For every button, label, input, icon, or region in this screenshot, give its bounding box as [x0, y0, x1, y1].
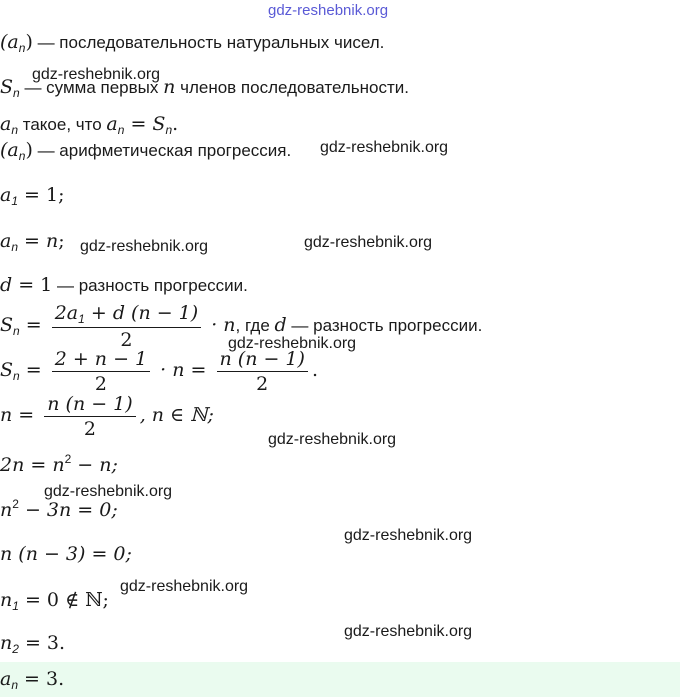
fraction-denominator: 2: [120, 329, 133, 351]
math-sub: 1: [11, 194, 19, 208]
text: такое, что: [18, 115, 107, 134]
math-close: ): [25, 31, 33, 53]
line-a1: [0, 184, 65, 208]
math-a: a: [106, 113, 118, 135]
math-lhs: 2n = n: [0, 454, 65, 476]
math-sub: 2: [12, 642, 19, 656]
watermark-text: gdz-reshebnik.org: [304, 234, 433, 251]
text: членов последовательности.: [175, 78, 409, 97]
line-2n: [0, 452, 118, 476]
watermark-text: gdz-reshebnik.org: [268, 2, 389, 19]
math-num: 2a: [54, 302, 79, 324]
line-condition: [0, 113, 178, 137]
watermark-text: gdz-reshebnik.org: [120, 578, 249, 595]
math-rest: − 3n = 0;: [18, 499, 118, 521]
line-sum-substituted: [0, 348, 318, 395]
math-eq: =: [124, 113, 153, 135]
math-expr: n (n − 3) = 0;: [0, 543, 132, 565]
math-mul: · n: [205, 313, 236, 336]
watermark-text: gdz-reshebnik.org: [268, 431, 397, 448]
fraction-numerator: 2 + n − 1: [52, 348, 150, 372]
answer-highlight: [0, 662, 680, 697]
math-eq: =: [19, 313, 48, 336]
math-sub: n: [11, 678, 19, 692]
math-rest: = 1: [12, 274, 53, 296]
math-sub: n: [11, 240, 19, 254]
math-close: ): [25, 139, 33, 161]
watermark-text: gdz-reshebnik.org: [320, 139, 449, 156]
line-root-1: [0, 589, 109, 613]
math-sub: 1: [78, 312, 85, 326]
math-a: a: [0, 184, 12, 206]
math-sub: n: [18, 149, 26, 163]
math-sub: n: [13, 368, 20, 383]
watermark-text: gdz-reshebnik.org: [80, 238, 209, 255]
fraction-denominator: 2: [94, 373, 107, 395]
line-sequence-definition: [0, 31, 384, 55]
math-sub: n: [11, 123, 19, 137]
math-a: a: [0, 668, 12, 690]
text: , где: [235, 315, 275, 335]
math-rest: = 3.: [18, 632, 66, 654]
watermark-text: gdz-reshebnik.org: [344, 527, 473, 544]
math-n: n: [0, 589, 13, 611]
math-sub: n: [13, 86, 20, 100]
math-sub: n: [18, 41, 26, 55]
text: — последовательность натуральных чисел.: [32, 33, 385, 52]
math-eq: =: [18, 230, 47, 252]
line-difference: [0, 274, 248, 296]
math-d: d: [0, 274, 13, 296]
math-eq: =: [19, 358, 48, 381]
math-d: d: [274, 313, 287, 336]
fraction-numerator: n (n − 1): [44, 393, 135, 417]
math-sub: n: [165, 123, 173, 137]
line-an: [0, 230, 65, 254]
math-end: ;: [58, 230, 65, 252]
text: — арифметическая прогрессия.: [32, 141, 292, 160]
fraction-numerator: n (n − 1): [217, 348, 308, 372]
math-rest: = 3.: [18, 668, 65, 690]
math-end: .: [311, 358, 318, 381]
math-sub: 1: [12, 599, 19, 613]
math-n: n: [0, 632, 13, 654]
math-s: S: [0, 358, 14, 381]
math-end: .: [172, 113, 179, 135]
math-n: n: [0, 499, 13, 521]
math-s: S: [152, 113, 166, 135]
watermark-text: gdz-reshebnik.org: [228, 335, 357, 352]
line-root-2: [0, 632, 65, 656]
math-n: n: [163, 76, 176, 98]
fraction: [217, 348, 308, 395]
math-eq: =: [12, 403, 41, 426]
math-n: n: [46, 230, 59, 252]
math-s: S: [0, 313, 14, 336]
line-equation: [0, 393, 214, 440]
fraction-numerator: [52, 302, 201, 328]
math-n: n: [0, 403, 13, 426]
fraction-denominator: 2: [256, 373, 269, 395]
fraction-denominator: 2: [83, 418, 97, 440]
math-sup: 2: [12, 497, 19, 511]
math-num: + d (n − 1): [84, 302, 199, 324]
line-answer: [0, 668, 64, 692]
watermark-text: gdz-reshebnik.org: [32, 66, 161, 83]
math-seq: (a: [0, 31, 19, 53]
text: — сумма первых: [19, 78, 164, 97]
math-sup: 2: [64, 452, 72, 466]
math-mul: · n =: [154, 358, 213, 381]
math-sub: n: [13, 323, 20, 338]
text: — разность прогрессии.: [286, 315, 483, 335]
math-a: a: [0, 113, 12, 135]
math-rest: = 1;: [18, 184, 65, 206]
text: — разность прогрессии.: [52, 276, 248, 295]
math-seq: (a: [0, 139, 19, 161]
math-sub: n: [117, 123, 125, 137]
math-rest: − n;: [71, 454, 118, 476]
math-rest: = 0 ∉ ℕ;: [18, 589, 109, 611]
watermark-text: gdz-reshebnik.org: [44, 483, 173, 500]
fraction: [44, 393, 135, 440]
line-factored: [0, 543, 132, 565]
math-s: S: [0, 76, 14, 98]
fraction: [52, 302, 201, 351]
math-a: a: [0, 230, 12, 252]
line-arith-progression: [0, 139, 291, 163]
watermark-text: gdz-reshebnik.org: [344, 623, 473, 640]
math-rest: , n ∈ ℕ;: [139, 403, 214, 426]
fraction: [52, 348, 150, 395]
